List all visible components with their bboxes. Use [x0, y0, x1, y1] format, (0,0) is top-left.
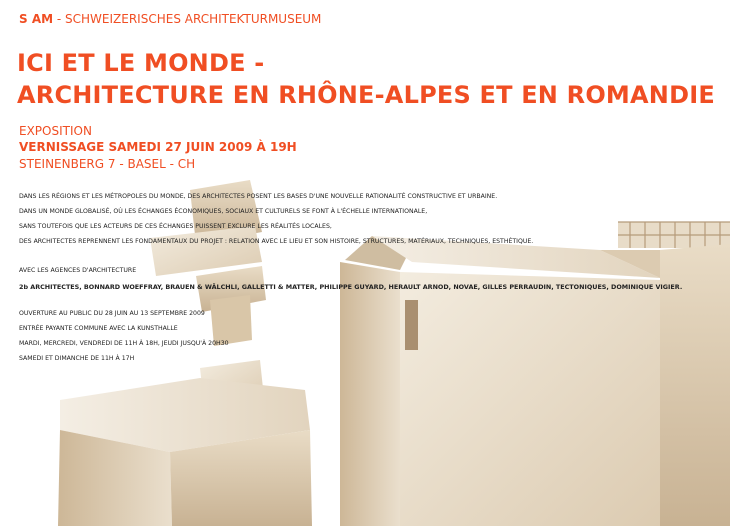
description-line-4: DES ARCHITECTES REPRENNENT LES FONDAMENTAUX DU PROJET : RELATION AVEC LE LIEU ET SON HISTOIRE, STRUCTURES, MATÉRIAUX, TECHNIQUES, ESTHÉTIQUE.: [19, 238, 534, 245]
description-line-3: SANS TOUTEFOIS QUE LES ACTEURS DE CES ÉCHANGES PUISSENT EXCLURE LES RÉALITÉS LOCALES,: [19, 223, 332, 230]
weekend-hours: SAMEDI ET DIMANCHE DE 11H À 17H: [19, 355, 135, 362]
vernissage-date: VERNISSAGE SAMEDI 27 JUIN 2009 À 19H: [19, 140, 297, 154]
central-house-model: [340, 236, 660, 526]
agencies-list: 2b ARCHITECTES, BONNARD WOEFFRAY, BRAUEN & WÄLCHLI, GALLETTI & MATTER, PHILIPPE GUYARD, HERAULT ARNOD, NOVAE, GILLES PERRAUDIN, TECTONIQUES, DOMINIQUE VIGIER.: [19, 283, 683, 291]
left-stacked-block-model: [58, 180, 312, 526]
museum-separator: -: [53, 12, 66, 26]
museum-abbreviation: S AM: [19, 12, 54, 26]
opening-dates: OUVERTURE AU PUBLIC DU 28 JUIN AU 13 SEPTEMBRE 2009: [19, 310, 205, 317]
museum-name-line: [19, 12, 321, 26]
entry-info: ENTRÉE PAYANTE COMMUNE AVEC LA KUNSTHALLE: [19, 325, 178, 332]
exhibition-title-line2: ARCHITECTURE EN RHÔNE-ALPES ET EN ROMANDIE: [17, 81, 715, 109]
event-type: EXPOSITION: [19, 124, 92, 138]
weekday-hours: MARDI, MERCREDI, VENDREDI DE 11H À 18H, JEUDI JUSQU'À 20H30: [19, 340, 229, 347]
agencies-intro: AVEC LES AGENCES D'ARCHITECTURE: [19, 267, 137, 274]
description-line-1: DANS LES RÉGIONS ET LES MÉTROPOLES DU MONDE, DES ARCHITECTES POSENT LES BASES D'UNE NOUVELLE RATIONALITÉ CONSTRUCTIVE ET URBAINE.: [19, 193, 498, 200]
venue-address: STEINENBERG 7 - BASEL - CH: [19, 157, 196, 171]
exhibition-title-line1: ICI ET LE MONDE -: [17, 49, 265, 77]
museum-full-name: SCHWEIZERISCHES ARCHITEKTURMUSEUM: [65, 12, 322, 26]
description-line-2: DANS UN MONDE GLOBALISÉ, OÙ LES ÉCHANGES ÉCONOMIQUES, SOCIAUX ET CULTURELS SE FONT À L'ÉCHELLE INTERNATIONALE,: [19, 208, 428, 215]
